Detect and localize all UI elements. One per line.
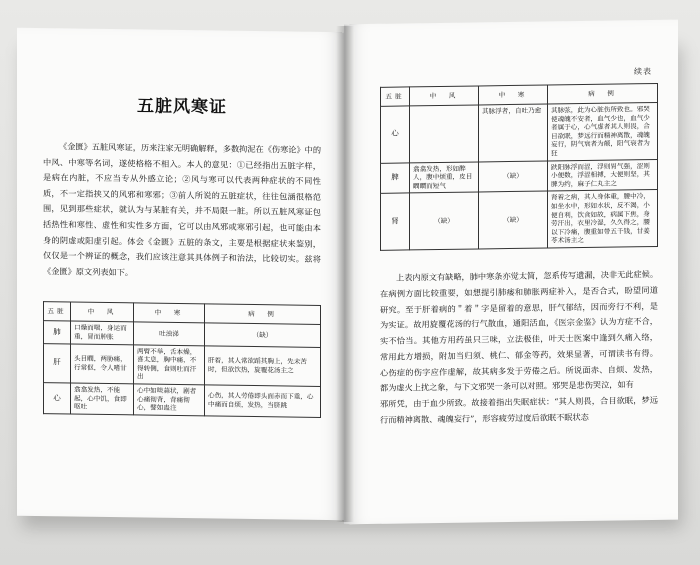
right-page [344, 20, 678, 525]
case-cell: 其脉弦，此为心脏伤所致也。邪哭使魂魄不安者，血气少也，血气少者属于心，心气虚者其人则畏，合目欲眠，梦远行而精神离散，魂魄妄行，阴气衰者为颠，阳气衰者为狂 [548, 102, 658, 160]
left-page [17, 28, 345, 521]
table-header: 病 例 [205, 304, 321, 325]
cold-cell: （缺） [479, 191, 548, 249]
table-header: 病 例 [548, 83, 658, 104]
table-row [381, 190, 658, 250]
commentary [380, 267, 658, 429]
five-organs-table-continued [380, 83, 658, 251]
table-header: 中 寒 [134, 303, 205, 323]
case-cell: 肝着，其人常欲蹈其胸上，先未苦时，但欲饮热，旋覆花汤主之 [205, 345, 321, 386]
table-header: 五脏 [44, 302, 71, 321]
organ-cell: 心 [44, 382, 71, 413]
intro-paragraph: 《金匮》五脏风寒证，历来注家无明确解释，多数拘泥在《伤寒论》中的中风、中寒等名词，遂使格格不相入。本人的意见：①已经指出五脏字样，是病在内脏，不应当专从外感立论；②风与寒可以代表两种症状的不同性质，不一定指挟又的风邪和寒邪；③前人所说的五脏症状，往往包涵很格范围，见到那些症状，就认为与某脏有关，并不局限一脏。所以五脏风寒证包括热性和寒性、虚性和实性多方面，它可以由风邪或寒邪引起，也可能由本身的阴虚或阳虚引起。体会《金匮》五脏的条文，主要是根据症状来鉴别，仅仅是一个辨证的概念，我们应该注意其具体例子和治法，比较切实。兹将《金匮》原文列表如下。 [43, 141, 322, 278]
table-row [44, 343, 321, 386]
five-organs-table [43, 301, 321, 417]
wind-cell: 翕翕发热，不能起，心中饥，食即呕吐 [71, 383, 134, 415]
organ-cell: 肾 [381, 193, 410, 250]
book-spine-shadow [336, 26, 354, 522]
commentary-paragraph: 上表内原文有缺略，肺中寒条亦觉太简，忽系传写遗漏，决非无此症候。在病例方面比较重要，如想提引肺痿和肺胀两症补入，是否合式，盼望同道研究。至于肝着病的＂着＂字是留着的意思，肝气郁结，因而旁行不利，是为实证。故用旋覆花汤的行气散血，通阳活血，《医宗金鉴》认为方症不合，实不恰当。其他方用药虽只三味，立法极佳，叶天士医案中逢到久痛入络，常用此方增损，附加当归须、桃仁、郁金等药，效果显著，可谓读书有得。心伤症的伤字应作虚解，故其病多发于劳倦之后。所说面赤、自烦、发热，都为虚火上扰之象，与下文邪哭一条可以对照。邪哭是悲伤哭泣，如有 [380, 268, 659, 394]
cold-cell: 其脉浮者，自吐乃愈 [479, 104, 548, 162]
wind-cell [410, 105, 479, 163]
case-cell: （缺） [205, 323, 321, 347]
cold-cell: （缺） [479, 161, 548, 193]
table-row [381, 159, 658, 194]
case-cell: 心伤，其人劳倦即头面赤而下重，心中痛而自烦，发热，当脐跳 [205, 385, 321, 417]
cold-cell: 心中如啖蒜状，剧者心痛彻背，背痛彻心，譬如蛊注 [134, 384, 205, 416]
table-row [381, 102, 658, 162]
cold-cell: 吐浊涕 [134, 322, 205, 345]
commentary-paragraph: 邪所凭，由于血少所致。故接着指出失眠症状：“其人则畏，合目欲眠，梦远行而精神离散、魂魄妄行”，形容疲劳过度后欲眠不眠状态 [380, 395, 658, 425]
organ-cell: 脾 [381, 162, 410, 193]
table-header: 中 风 [71, 302, 134, 322]
table-header: 中 寒 [479, 85, 548, 105]
organ-cell: 肝 [44, 343, 71, 383]
table-header: 中 风 [410, 86, 479, 106]
case-cell: 肾着之病，其人身体重，腰中冷，如坐水中，形如水状，反不渴，小便自利，饮食如故，病属下焦，身劳汗出，衣里冷湿，久久得之，腰以下冷痛，腹重如带五千钱，甘姜苓术汤主之 [548, 190, 658, 248]
page-title: 五脏风寒证 [137, 96, 227, 118]
case-cell: 趺阳脉浮而涩，浮则胃气强，涩则小便数，浮涩相搏，大便则坚，其脾为约，麻子仁丸主之 [548, 159, 658, 191]
cold-cell: 两臂不举，舌本燥，喜太息，胸中痛，不得转侧，食则吐而汗出 [134, 344, 205, 384]
wind-cell: 翕翕发热，形如醉人，腹中烦重，皮目瞤瞤而短气 [410, 162, 479, 194]
continued-table-label: 续表 [634, 67, 652, 77]
organ-cell: 心 [381, 106, 410, 163]
wind-cell: 头目瞤，两胁痛，行常伛，令人嗜甘 [71, 343, 134, 383]
table-row [44, 382, 321, 417]
wind-cell: （缺） [410, 192, 479, 250]
wind-cell: 口燥而喘，身运而重，冒而肿胀 [71, 321, 134, 344]
organ-cell: 肺 [44, 321, 71, 344]
table-header: 五脏 [381, 87, 410, 106]
